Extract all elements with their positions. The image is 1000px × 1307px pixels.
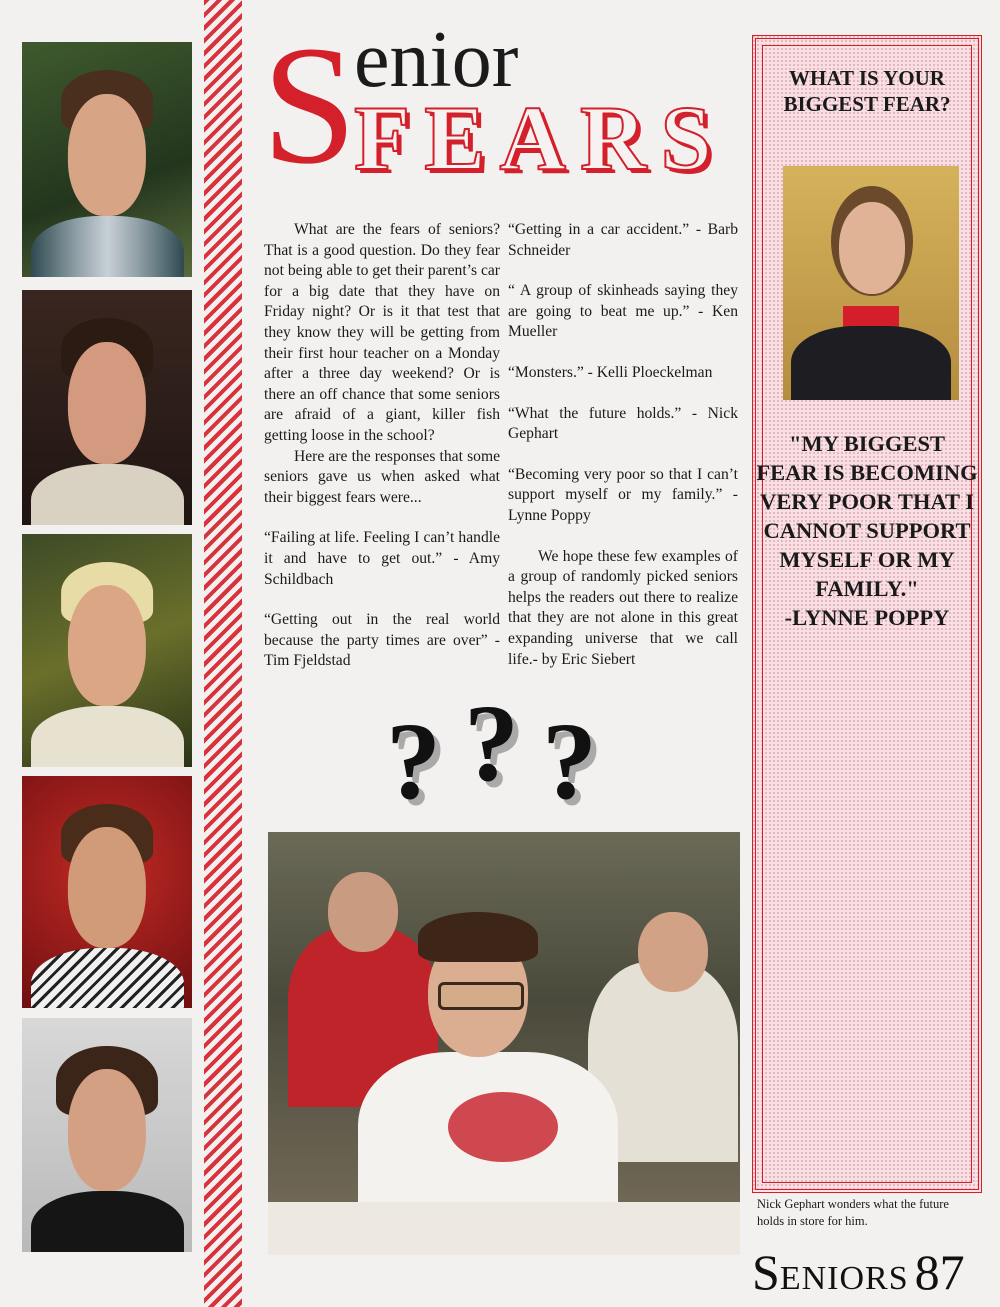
sidebar-quote	[756, 429, 978, 632]
article-quote: “What the future holds.” - Nick Gephart	[508, 404, 738, 443]
folio-initial: S	[752, 1244, 780, 1300]
sidebar-portrait	[783, 166, 959, 400]
folio-section: ENIORS	[779, 1260, 909, 1297]
title-line1: enior	[354, 16, 519, 104]
article-quote: “Getting out in the real world because the party times are over” - Tim Fjeldstad	[264, 611, 500, 670]
sidebar-heading: WHAT IS YOUR BIGGEST FEAR?	[783, 66, 951, 116]
question-mark-icon: ?	[386, 700, 441, 822]
senior-portrait-1	[22, 42, 192, 277]
sidebar-box	[752, 35, 982, 1193]
article-quote: “Getting in a car accident.” - Barb Schneider	[508, 221, 738, 259]
article-quote: “Becoming very poor so that I can’t support myself or my family.” - Lynne Poppy	[508, 465, 738, 524]
photo-caption: Nick Gephart wonders what the future holds in store for him.	[757, 1197, 949, 1228]
sidebar-quote-attribution: -LYNNE POPPY	[784, 605, 950, 630]
article-lead-in: Here are the responses that some seniors gave us when asked what their biggest fears were...	[264, 447, 500, 506]
senior-portrait-5	[22, 1018, 192, 1252]
article-quote: “Monsters.” - Kelli Ploeckelman	[508, 363, 713, 381]
page-number: 87	[914, 1244, 965, 1300]
senior-portrait-3	[22, 534, 192, 767]
senior-portrait-4	[22, 776, 192, 1008]
title-line2: FEARS	[354, 87, 726, 189]
article-quote: “Failing at life. Feeling I can’t handle it and have to get out.” - Amy Schildbach	[264, 529, 500, 588]
article-column-2	[508, 220, 738, 670]
question-mark-icon: ?	[542, 700, 597, 822]
article-conclusion: We hope these few examples of a group of randomly picked seniors helps the readers out there to realize that they are not alone in this great expanding universe that we call life.- by Eric Siebert	[508, 547, 738, 668]
title-initial: S	[262, 11, 357, 199]
article-column-1	[264, 220, 500, 692]
article-intro: What are the fears of seniors? That is a good question. Do they fear not being able to get their parent’s car for a big date that they have on Friday night? Or is it that test that they know they will be getting from their first hour teacher on a Monday after a three day weekend? Or is there an off chance that some seniors are afraid of a giant, killer fish getting loose in the school?	[264, 221, 500, 444]
article-quote: “ A group of skinheads saying they are going to beat me up.” - Ken Mueller	[508, 282, 738, 341]
question-marks-graphic	[386, 682, 606, 822]
page-folio	[752, 1244, 982, 1300]
question-mark-icon: ?	[464, 682, 519, 804]
classroom-photo	[268, 832, 740, 1255]
senior-portrait-2	[22, 290, 192, 525]
decorative-stripe-band	[204, 0, 242, 1307]
sidebar-quote-text: "MY BIGGEST FEAR IS BECOMING VERY POOR THAT I CANNOT SUPPORT MYSELF OR MY FAMILY."	[756, 431, 978, 601]
